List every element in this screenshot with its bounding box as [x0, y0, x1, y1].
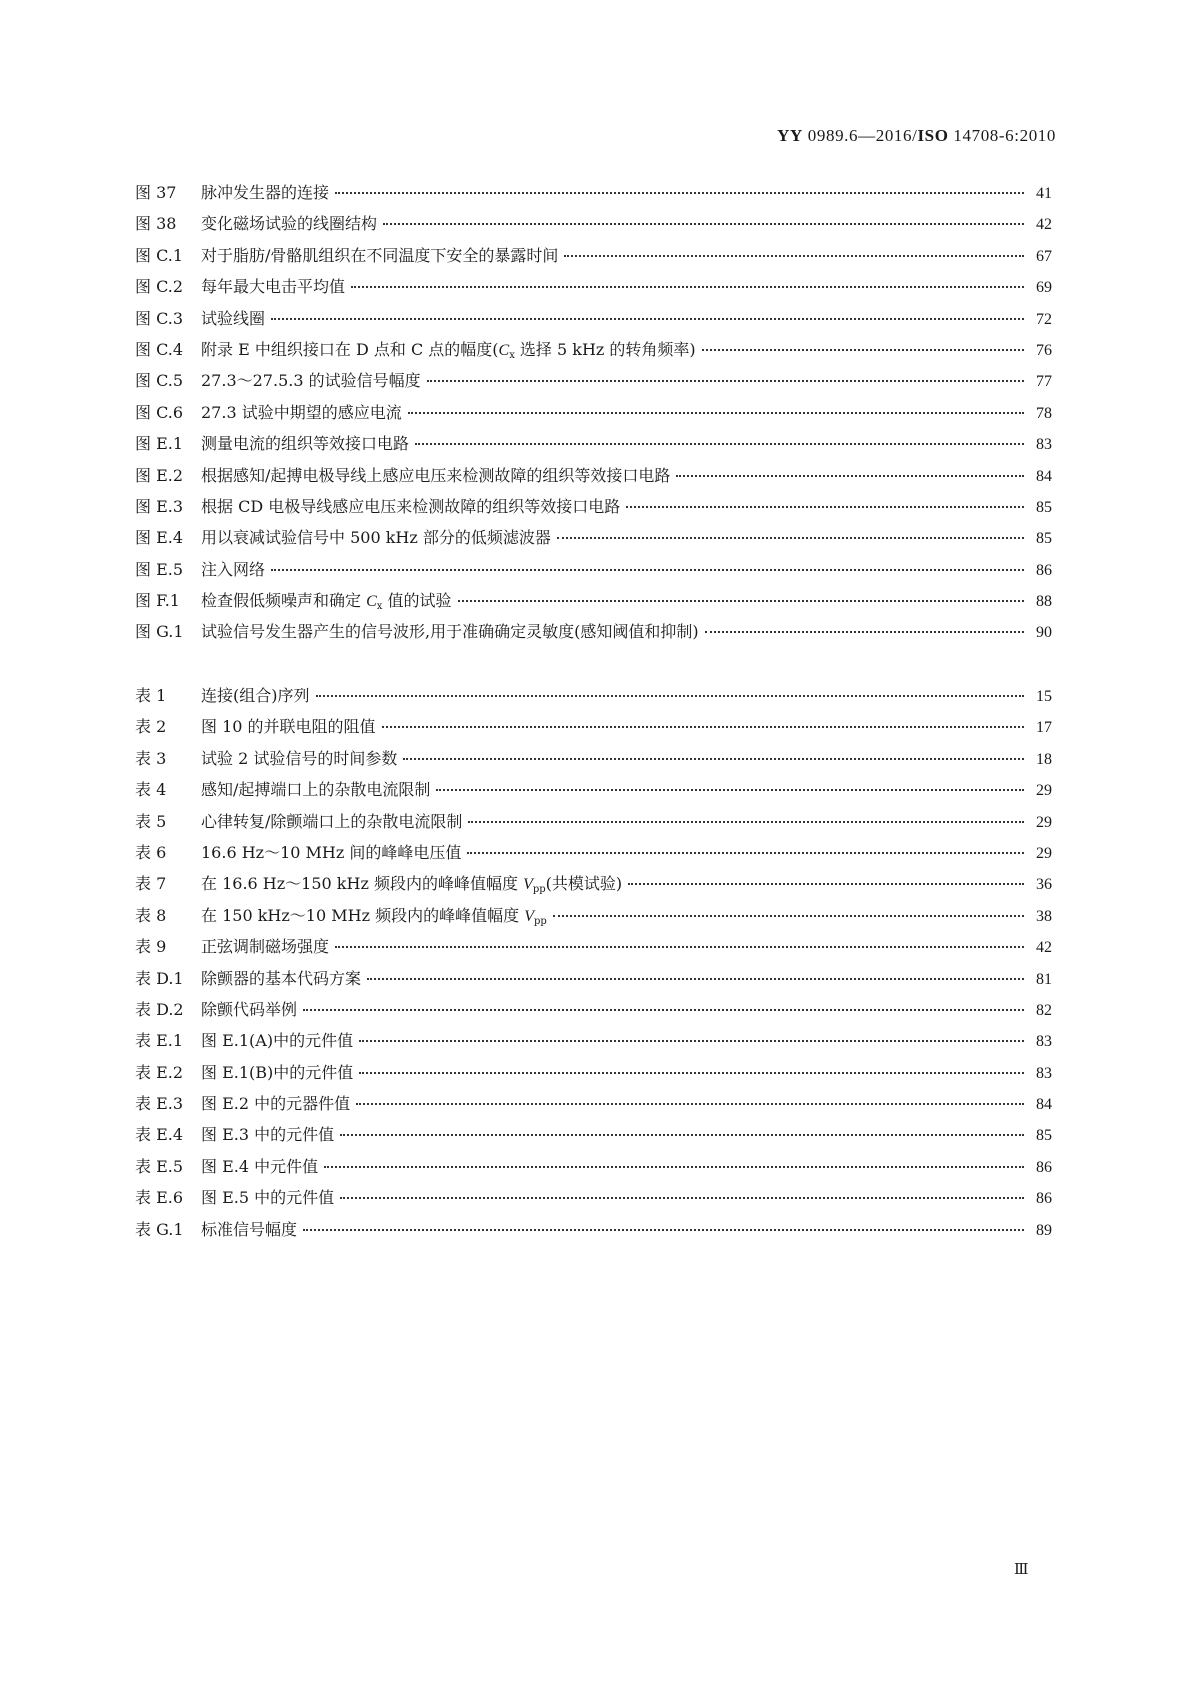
entry-title-subscript: pp	[532, 884, 546, 896]
table-entry[interactable]	[135, 997, 1052, 1028]
leader-dots	[427, 380, 1024, 382]
entry-page-number: 84	[1036, 1096, 1052, 1114]
figure-entry[interactable]	[135, 494, 1052, 525]
entry-title: 图 E.4 中元件值	[201, 1156, 319, 1176]
entry-title: 根据感知/起搏电极导线上感应电压来检测故障的组织等效接口电路	[201, 465, 671, 485]
entry-label: 表 6	[135, 842, 167, 862]
entry-label: 表 G.1	[135, 1219, 184, 1239]
figure-entry[interactable]	[135, 306, 1052, 337]
entry-title: 除颤代码举例	[201, 999, 298, 1019]
entry-title-subscript: x	[509, 349, 515, 361]
table-entry[interactable]	[135, 1154, 1052, 1185]
list-of-tables	[135, 683, 1052, 1248]
entry-title: 心律转复/除颤端口上的杂散电流限制	[201, 811, 463, 831]
entry-label: 表 E.3	[135, 1094, 184, 1114]
entry-page-number: 17	[1036, 719, 1052, 737]
entry-title-subscript: pp	[533, 915, 547, 927]
entry-page-number: 78	[1036, 404, 1052, 422]
leader-dots	[340, 1134, 1024, 1136]
entry-page-number: 83	[1036, 1064, 1052, 1082]
entry-title-pre: 附录 E 中组织接口在 D 点和 C 点的幅度(	[201, 339, 499, 359]
leader-dots	[564, 255, 1024, 257]
entry-page-number: 29	[1036, 782, 1052, 800]
figure-entry[interactable]	[135, 525, 1052, 556]
header-number: 0989.6—2016/	[807, 126, 918, 145]
entry-label: 图 37	[135, 183, 177, 202]
entry-title: 标准信号幅度	[201, 1219, 298, 1239]
entry-label: 图 E.1	[135, 434, 184, 454]
header-iso-number: 14708-6:2010	[953, 126, 1056, 145]
entry-page-number: 81	[1036, 970, 1052, 988]
entry-title: 每年最大电击平均值	[201, 277, 346, 297]
entry-title: 测量电流的组织等效接口电路	[201, 434, 410, 454]
leader-dots	[367, 978, 1024, 980]
entry-title: 脉冲发生器的连接	[201, 183, 330, 202]
entry-title-variable: V	[523, 876, 533, 894]
leader-dots	[383, 223, 1024, 225]
entry-label: 表 1	[135, 686, 167, 705]
entry-title: 连接(组合)序列	[201, 686, 310, 705]
entry-page-number: 89	[1036, 1221, 1052, 1239]
table-entry[interactable]	[135, 777, 1052, 808]
table-entry[interactable]	[135, 683, 1052, 714]
entry-label: 图 E.2	[135, 465, 184, 485]
entry-label: 图 C.3	[135, 308, 184, 328]
leader-dots	[271, 569, 1024, 571]
table-entry[interactable]	[135, 809, 1052, 840]
table-entry[interactable]	[135, 840, 1052, 871]
figure-entry[interactable]	[135, 243, 1052, 274]
figure-entry[interactable]	[135, 588, 1052, 619]
entry-title: 试验信号发生器产生的信号波形,用于准确确定灵敏度(感知阈值和抑制)	[201, 622, 699, 642]
entry-page-number: 82	[1036, 1001, 1052, 1019]
figure-entry[interactable]	[135, 619, 1052, 650]
figure-entry[interactable]	[135, 463, 1052, 494]
entry-label: 表 9	[135, 937, 167, 957]
leader-dots	[628, 883, 1024, 885]
figure-entry[interactable]	[135, 557, 1052, 588]
entry-label: 表 E.1	[135, 1031, 184, 1051]
leader-dots	[436, 789, 1024, 791]
leader-dots	[316, 695, 1025, 697]
entry-page-number: 76	[1036, 341, 1052, 359]
entry-title-subscript: x	[376, 601, 383, 613]
entry-title: 图 E.1(B)中的元件值	[201, 1062, 354, 1082]
table-entry[interactable]	[135, 1091, 1052, 1122]
entry-label: 表 8	[135, 905, 167, 925]
table-entry[interactable]	[135, 966, 1052, 997]
entry-title-variable: C	[498, 341, 510, 359]
entry-label: 表 2	[135, 717, 167, 737]
entry-page-number: 29	[1036, 844, 1052, 862]
entry-page-number: 67	[1036, 247, 1052, 265]
entry-page-number: 77	[1036, 373, 1052, 391]
entry-page-number: 85	[1036, 1127, 1052, 1145]
entry-page-number: 29	[1036, 813, 1052, 831]
table-entry[interactable]	[135, 1217, 1052, 1248]
entry-title	[201, 871, 622, 895]
leader-dots	[403, 758, 1024, 760]
entry-label: 图 E.5	[135, 559, 184, 579]
entry-title: 图 E.2 中的元器件值	[201, 1094, 351, 1114]
entry-title	[201, 903, 547, 927]
entry-label: 图 C.5	[135, 371, 184, 391]
entry-title-variable: V	[524, 907, 534, 925]
figure-entry[interactable]	[135, 211, 1052, 242]
table-entry[interactable]	[135, 1028, 1052, 1059]
entry-title: 感知/起搏端口上的杂散电流限制	[201, 780, 431, 800]
entry-title-pre: 在 16.6 Hz～150 kHz 频段内的峰峰值幅度	[201, 874, 524, 894]
entry-page-number: 85	[1036, 530, 1052, 548]
table-entry[interactable]	[135, 1122, 1052, 1153]
figure-entry[interactable]	[135, 180, 1052, 211]
entry-label: 表 3	[135, 748, 167, 768]
entry-title: 16.6 Hz～10 MHz 间的峰峰电压值	[201, 842, 462, 862]
entry-title: 图 E.5 中的元件值	[201, 1188, 335, 1208]
figure-entry[interactable]	[135, 431, 1052, 462]
leader-dots	[271, 318, 1024, 320]
entry-title-post: 选择 5 kHz 的转角频率)	[514, 339, 696, 359]
entry-label: 图 38	[135, 214, 177, 234]
entry-title	[201, 337, 696, 361]
leader-dots	[467, 852, 1024, 854]
entry-title: 除颤器的基本代码方案	[201, 968, 362, 988]
figure-entry[interactable]	[135, 400, 1052, 431]
leader-dots	[324, 1166, 1024, 1168]
entry-label: 表 D.2	[135, 999, 184, 1019]
list-of-figures	[135, 180, 1052, 651]
entry-label: 表 D.1	[135, 968, 184, 988]
leader-dots	[335, 192, 1024, 194]
leader-dots	[340, 1197, 1024, 1199]
entry-label: 图 F.1	[135, 591, 180, 611]
leader-dots	[303, 1009, 1024, 1011]
leader-dots	[359, 1040, 1024, 1042]
entry-page-number: 86	[1036, 561, 1052, 579]
table-entry[interactable]	[135, 1185, 1052, 1216]
entry-page-number: 15	[1036, 688, 1052, 705]
leader-dots	[335, 946, 1024, 948]
entry-page-number: 84	[1036, 467, 1052, 485]
figure-entry[interactable]	[135, 274, 1052, 305]
entry-label: 表 E.2	[135, 1062, 184, 1082]
entry-label: 图 E.3	[135, 496, 184, 516]
entry-page-number: 69	[1036, 279, 1052, 297]
entry-label: 图 C.6	[135, 402, 184, 422]
leader-dots	[676, 475, 1024, 477]
leader-dots	[303, 1229, 1024, 1231]
entry-page-number: 86	[1036, 1158, 1052, 1176]
entry-label: 图 C.2	[135, 277, 184, 297]
entry-page-number: 83	[1036, 1033, 1052, 1051]
entry-title: 试验 2 试验信号的时间参数	[201, 748, 398, 768]
leader-dots	[458, 600, 1025, 602]
table-entry[interactable]	[135, 934, 1052, 965]
entry-title: 用以衰减试验信号中 500 kHz 部分的低频滤波器	[201, 528, 551, 548]
entry-label: 图 E.4	[135, 528, 184, 548]
leader-dots	[356, 1103, 1024, 1105]
entry-page-number: 88	[1036, 593, 1052, 611]
leader-dots	[626, 506, 1024, 508]
entry-page-number: 18	[1036, 750, 1052, 768]
table-entry[interactable]	[135, 1060, 1052, 1091]
leader-dots	[351, 286, 1024, 288]
entry-label: 表 E.5	[135, 1156, 184, 1176]
leader-dots	[468, 821, 1024, 823]
entry-title: 27.3～27.5.3 的试验信号幅度	[201, 371, 421, 391]
header-prefix: YY	[777, 126, 803, 145]
leader-dots	[359, 1072, 1024, 1074]
table-entry[interactable]	[135, 746, 1052, 777]
entry-title-variable: C	[366, 593, 377, 611]
entry-title-post: (共模试验)	[545, 874, 623, 894]
entry-title: 根据 CD 电极导线感应电压来检测故障的组织等效接口电路	[201, 496, 621, 516]
document-header	[777, 126, 1056, 146]
table-entry[interactable]	[135, 714, 1052, 745]
entry-page-number: 42	[1036, 216, 1052, 234]
entry-label: 图 G.1	[135, 622, 184, 642]
entry-label: 表 E.4	[135, 1125, 184, 1145]
entry-title-pre: 检查假低频噪声和确定	[201, 591, 367, 611]
entry-page-number: 41	[1036, 185, 1052, 202]
entry-page-number: 36	[1036, 876, 1052, 894]
entry-title: 试验线圈	[201, 308, 266, 328]
entry-label: 表 4	[135, 780, 167, 800]
entry-label: 表 5	[135, 811, 167, 831]
entry-title: 正弦调制磁场强度	[201, 937, 330, 957]
entry-title-pre: 在 150 kHz～10 MHz 频段内的峰峰值幅度	[201, 905, 525, 925]
entry-page-number: 90	[1036, 624, 1052, 642]
entry-page-number: 85	[1036, 498, 1052, 516]
leader-dots	[382, 726, 1024, 728]
entry-page-number: 42	[1036, 939, 1052, 957]
entry-label: 表 7	[135, 874, 167, 894]
entry-page-number: 72	[1036, 310, 1052, 328]
entry-label: 图 C.4	[135, 339, 184, 359]
table-entry[interactable]	[135, 903, 1052, 934]
entry-title: 注入网络	[201, 559, 266, 579]
entry-title: 图 E.1(A)中的元件值	[201, 1031, 354, 1051]
entry-page-number: 38	[1036, 907, 1052, 925]
figure-entry[interactable]	[135, 368, 1052, 399]
leader-dots	[705, 631, 1024, 633]
entry-label: 表 E.6	[135, 1188, 184, 1208]
entry-title: 图 E.3 中的元件值	[201, 1125, 335, 1145]
entry-title: 27.3 试验中期望的感应电流	[201, 402, 402, 422]
leader-dots	[553, 915, 1024, 917]
entry-title	[201, 588, 452, 612]
header-iso: ISO	[917, 126, 949, 145]
page-number: Ⅲ	[1014, 1562, 1029, 1578]
table-entry[interactable]	[135, 871, 1052, 902]
entry-label: 图 C.1	[135, 245, 184, 265]
entry-title: 对于脂肪/骨骼肌组织在不同温度下安全的暴露时间	[201, 245, 559, 265]
entry-title: 图 10 的并联电阻的阻值	[201, 717, 376, 737]
leader-dots	[557, 537, 1024, 539]
entry-page-number: 83	[1036, 436, 1052, 454]
leader-dots	[408, 412, 1024, 414]
entry-title-post: 值的试验	[382, 591, 452, 611]
entry-title: 变化磁场试验的线圈结构	[201, 214, 378, 234]
leader-dots	[702, 349, 1024, 351]
leader-dots	[415, 443, 1024, 445]
figure-entry[interactable]	[135, 337, 1052, 368]
entry-page-number: 86	[1036, 1190, 1052, 1208]
